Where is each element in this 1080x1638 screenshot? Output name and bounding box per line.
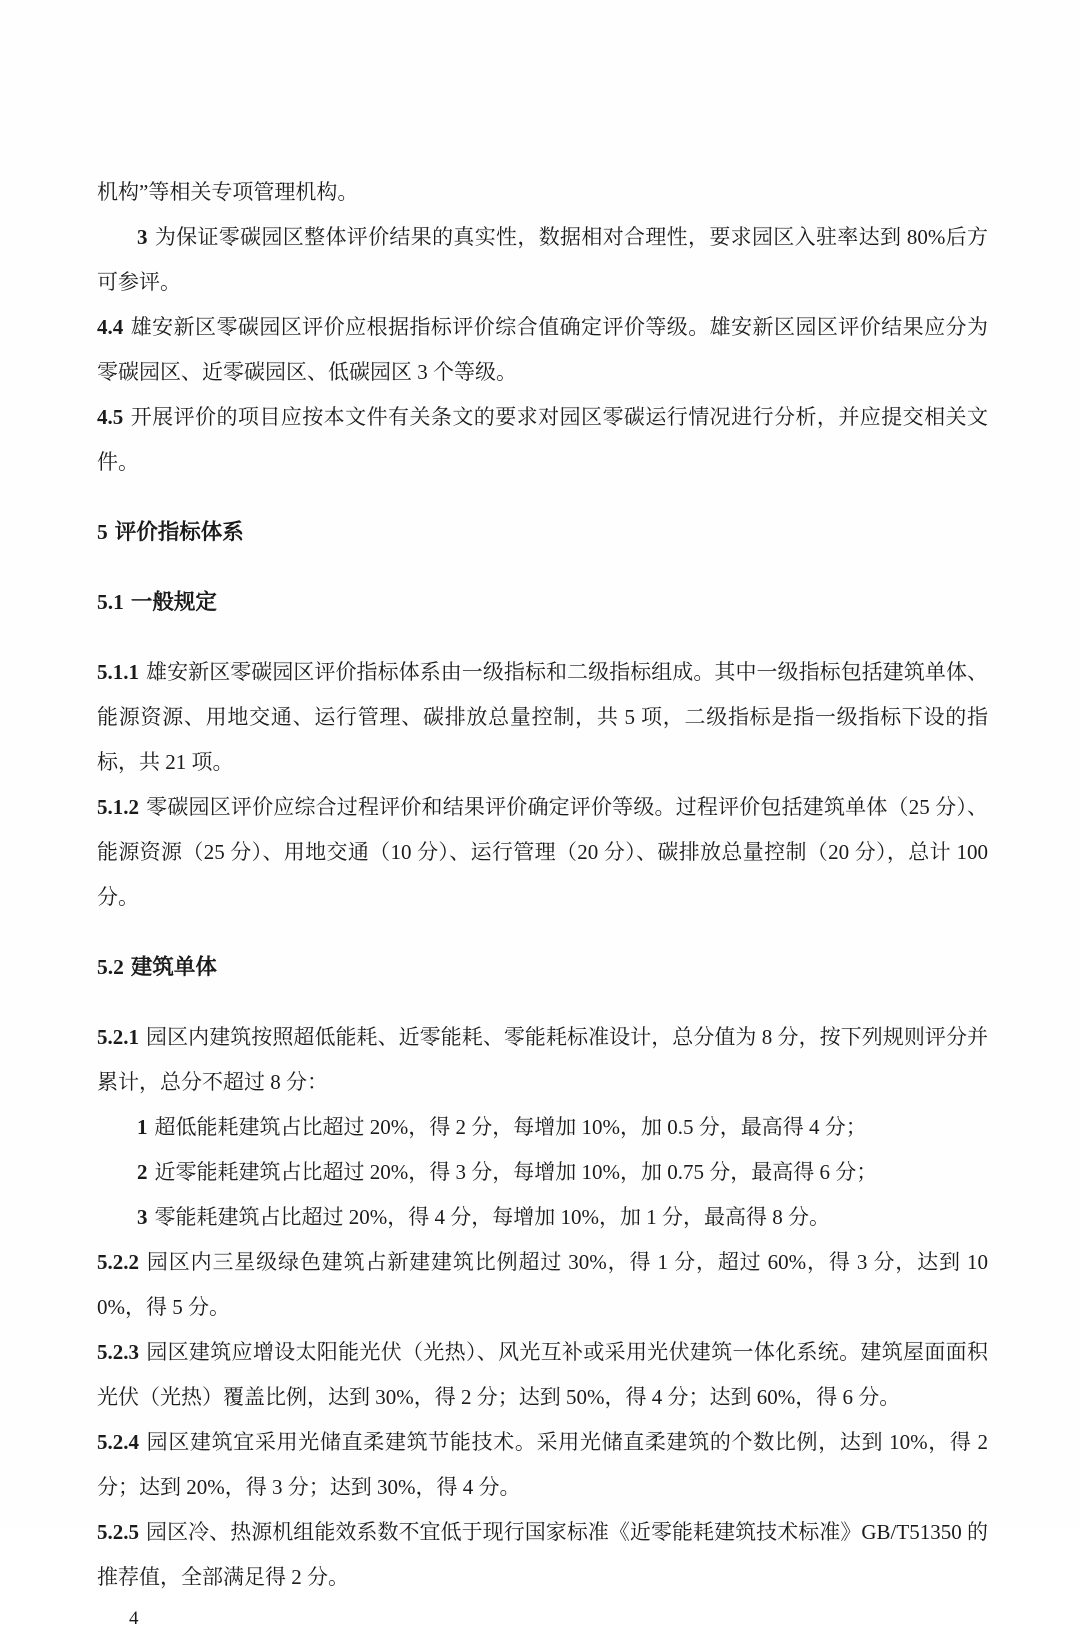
clause-number: 5.2.1 bbox=[97, 1025, 139, 1049]
list-item-2 bbox=[97, 1150, 988, 1195]
clause-text: 机构”等相关专项管理机构。 bbox=[97, 180, 359, 204]
paragraph-5-2-2 bbox=[97, 1240, 988, 1330]
section-heading-5 bbox=[97, 510, 988, 555]
clause-number: 5.2.4 bbox=[97, 1430, 139, 1454]
clause-text: 园区内三星级绿色建筑占新建建筑比例超过 30%，得 1 分，超过 60%，得 3 分，达到 100%，得 5 分。 bbox=[97, 1250, 988, 1319]
paragraph-5-2-1 bbox=[97, 1015, 988, 1105]
list-number: 2 bbox=[137, 1160, 148, 1184]
clause-text: 雄安新区零碳园区评价指标体系由一级指标和二级指标组成。其中一级指标包括建筑单体、能源资源、用地交通、运行管理、碳排放总量控制，共 5 项，二级指标是指一级指标下设的指标，共 21 项。 bbox=[97, 660, 988, 774]
paragraph-5-2-5 bbox=[97, 1510, 988, 1600]
list-item-1 bbox=[97, 1105, 988, 1150]
list-item-3 bbox=[97, 1195, 988, 1240]
section-number: 5.1 bbox=[97, 590, 124, 614]
clause-text: 为保证零碳园区整体评价结果的真实性，数据相对合理性，要求园区入驻率达到 80%后方可参评。 bbox=[97, 225, 988, 294]
clause-number: 4.4 bbox=[97, 315, 124, 339]
paragraph-note-3 bbox=[97, 215, 988, 305]
paragraph-5-2-4 bbox=[97, 1420, 988, 1510]
clause-text: 园区建筑应增设太阳能光伏（光热）、风光互补或采用光伏建筑一体化系统。建筑屋面面积光伏（光热）覆盖比例，达到 30%，得 2 分；达到 50%，得 4 分；达到 60%，得 6 分。 bbox=[97, 1340, 988, 1409]
clause-text: 园区内建筑按照超低能耗、近零能耗、零能耗标准设计，总分值为 8 分，按下列规则评分并累计，总分不超过 8 分： bbox=[97, 1025, 988, 1094]
section-heading-5-2 bbox=[97, 945, 988, 990]
list-text: 近零能耗建筑占比超过 20%，得 3 分，每增加 10%，加 0.75 分，最高得 6 分； bbox=[154, 1160, 878, 1184]
clause-number: 5.2.3 bbox=[97, 1340, 139, 1364]
clause-number: 5.2.5 bbox=[97, 1520, 139, 1544]
section-heading-5-1 bbox=[97, 580, 988, 625]
section-number: 5.2 bbox=[97, 955, 124, 979]
clause-text: 零碳园区评价应综合过程评价和结果评价确定评价等级。过程评价包括建筑单体（25 分）、能源资源（25 分）、用地交通（10 分）、运行管理（20 分）、碳排放总量控制（20 分），总计 100 分。 bbox=[97, 795, 988, 909]
clause-text: 开展评价的项目应按本文件有关条文的要求对园区零碳运行情况进行分析，并应提交相关文件。 bbox=[97, 405, 988, 474]
paragraph-5-1-1 bbox=[97, 650, 988, 785]
list-number: 3 bbox=[137, 1205, 148, 1229]
clause-number: 3 bbox=[137, 225, 148, 249]
paragraph-4-5 bbox=[97, 395, 988, 485]
list-text: 超低能耗建筑占比超过 20%，得 2 分，每增加 10%，加 0.5 分，最高得 4 分； bbox=[154, 1115, 867, 1139]
clause-number: 5.1.2 bbox=[97, 795, 139, 819]
clause-number: 5.1.1 bbox=[97, 660, 139, 684]
clause-text: 园区冷、热源机组能效系数不宜低于现行国家标准《近零能耗建筑技术标准》GB/T51350 的推荐值，全部满足得 2 分。 bbox=[97, 1520, 988, 1589]
section-number: 5 bbox=[97, 520, 108, 544]
clause-text: 雄安新区零碳园区评价应根据指标评价综合值确定评价等级。雄安新区园区评价结果应分为零碳园区、近零碳园区、低碳园区 3 个等级。 bbox=[97, 315, 988, 384]
paragraph-5-2-3 bbox=[97, 1330, 988, 1420]
clause-text: 园区建筑宜采用光储直柔建筑节能技术。采用光储直柔建筑的个数比例，达到 10%，得 2 分；达到 20%，得 3 分；达到 30%，得 4 分。 bbox=[97, 1430, 988, 1499]
list-number: 1 bbox=[137, 1115, 148, 1139]
paragraph-continuation bbox=[97, 170, 988, 215]
section-title: 建筑单体 bbox=[130, 955, 217, 979]
clause-number: 4.5 bbox=[97, 405, 124, 429]
paragraph-4-4 bbox=[97, 305, 988, 395]
section-title: 评价指标体系 bbox=[114, 520, 244, 544]
paragraph-5-1-2 bbox=[97, 785, 988, 920]
page-number: 4 bbox=[129, 1608, 139, 1629]
list-text: 零能耗建筑占比超过 20%，得 4 分，每增加 10%，加 1 分，最高得 8 分。 bbox=[154, 1205, 830, 1229]
clause-number: 5.2.2 bbox=[97, 1250, 139, 1274]
section-title: 一般规定 bbox=[130, 590, 217, 614]
